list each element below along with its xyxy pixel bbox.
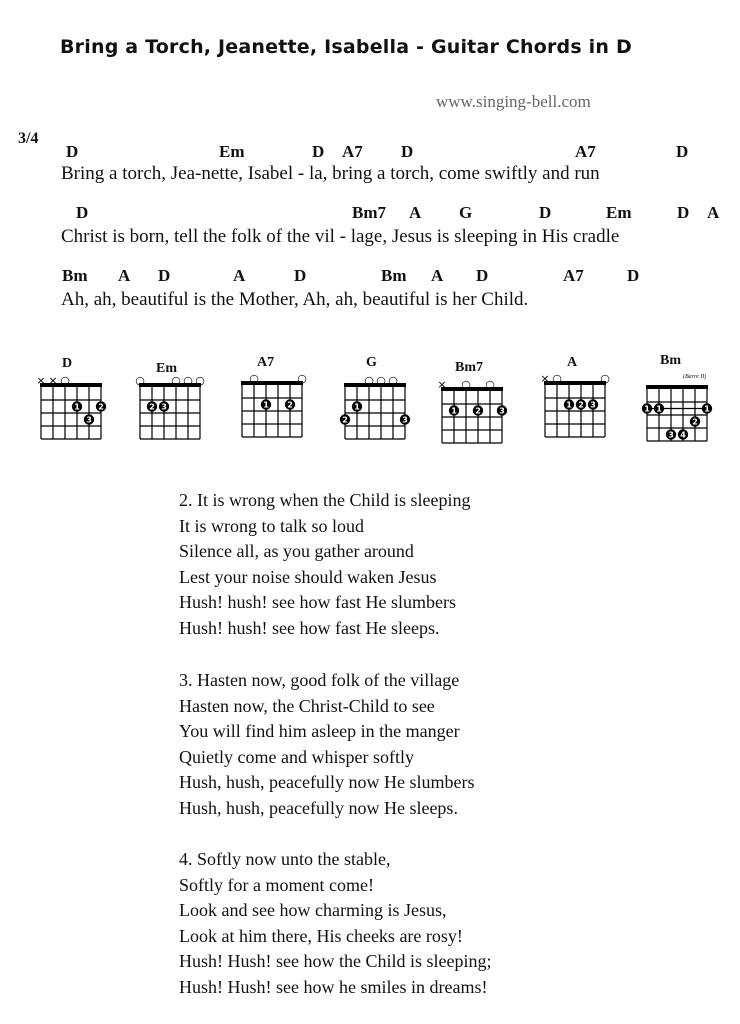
chord-diagram-d bbox=[35, 373, 105, 448]
verse-line: 3. Hasten now, good folk of the village bbox=[179, 670, 460, 690]
finger-dot bbox=[473, 405, 483, 415]
finger-dot bbox=[564, 399, 574, 409]
finger-number: 2 bbox=[578, 400, 584, 410]
verse-line: Lest your noise should waken Jesus bbox=[179, 566, 437, 587]
finger-dot bbox=[285, 399, 295, 409]
verse-3 bbox=[179, 668, 474, 821]
chord-diagram-a7 bbox=[236, 371, 306, 446]
fretboard-grid bbox=[40, 383, 102, 439]
chord-diagram-name: G bbox=[366, 355, 377, 370]
open-string-marker: ○ bbox=[249, 372, 259, 385]
open-string-marker: ○ bbox=[171, 374, 181, 387]
verse-2 bbox=[179, 488, 470, 641]
verse-line: You will find him asleep in the manger bbox=[179, 721, 460, 741]
verse-line: 2. It is wrong when the Child is sleeping bbox=[179, 490, 471, 510]
chord-label: Bm bbox=[62, 266, 88, 285]
chord-label: D bbox=[476, 266, 489, 285]
chord-label: D bbox=[401, 142, 414, 161]
open-string-marker: ○ bbox=[183, 374, 193, 387]
finger-number: 3 bbox=[86, 415, 92, 425]
lyric-text: Ah, ah, beautiful is the Mother, Ah, ah, beautiful is her Child. bbox=[61, 289, 529, 310]
verse-line: Hush, hush, peacefully now He sleeps. bbox=[179, 797, 458, 818]
finger-number: 2 bbox=[692, 417, 698, 427]
finger-number: 2 bbox=[98, 402, 104, 412]
finger-dot bbox=[96, 401, 106, 411]
chord-diagram-name: D bbox=[62, 356, 73, 371]
fretboard-grid bbox=[544, 381, 606, 437]
muted-string-marker: × bbox=[540, 372, 550, 385]
lyric-text: Christ is born, tell the folk of the vil - lage, Jesus is sleeping in His cradle bbox=[61, 226, 620, 247]
finger-number: 2 bbox=[287, 400, 293, 410]
lyric-text: Bring a torch, Jea-nette, Isabel - la, bring a torch, come swiftly and run bbox=[61, 163, 600, 184]
fretboard-grid bbox=[241, 381, 303, 437]
verse-4 bbox=[179, 847, 491, 1000]
verse-line: 4. Softly now unto the stable, bbox=[179, 849, 391, 869]
finger-number: 1 bbox=[74, 402, 80, 412]
chord-label: A bbox=[409, 203, 422, 222]
finger-number: 2 bbox=[149, 402, 155, 412]
chord-label: D bbox=[539, 203, 552, 222]
finger-dot bbox=[642, 403, 652, 413]
chord-diagram-name: A7 bbox=[257, 355, 275, 370]
verse-line: Quietly come and whisper softly bbox=[179, 746, 414, 767]
verse-line: Hush! hush! see how fast He slumbers bbox=[179, 592, 456, 612]
open-string-marker: ○ bbox=[364, 374, 374, 387]
verse-line: Hush! Hush! see how he smiles in dreams! bbox=[179, 976, 488, 997]
finger-dot bbox=[654, 403, 664, 413]
chord-label: Bm7 bbox=[352, 203, 386, 222]
open-string-marker: ○ bbox=[297, 372, 307, 385]
chord-diagram-name: Em bbox=[156, 361, 177, 376]
verse-line: It is wrong to talk so loud bbox=[179, 515, 364, 536]
finger-dot bbox=[678, 429, 688, 439]
time-signature: 3/4 bbox=[18, 130, 39, 147]
chord-label: D bbox=[294, 266, 307, 285]
chord-label: A bbox=[431, 266, 444, 285]
open-string-marker: ○ bbox=[485, 378, 495, 391]
finger-dot bbox=[702, 403, 712, 413]
open-string-marker: ○ bbox=[135, 374, 145, 387]
chord-label: Bm bbox=[381, 266, 407, 285]
chord-diagram-a bbox=[539, 371, 609, 446]
finger-number: 1 bbox=[263, 400, 269, 410]
chord-diagram-bm7 bbox=[436, 377, 506, 452]
chord-label: D bbox=[676, 142, 689, 161]
finger-number: 3 bbox=[161, 402, 167, 412]
finger-number: 1 bbox=[566, 400, 572, 410]
chord-diagram-g bbox=[339, 373, 409, 448]
open-string-marker: ○ bbox=[195, 374, 205, 387]
finger-dot bbox=[666, 429, 676, 439]
chord-label: D bbox=[627, 266, 640, 285]
finger-number: 1 bbox=[644, 404, 650, 414]
verse-line: Silence all, as you gather around bbox=[179, 541, 414, 561]
finger-number: 2 bbox=[342, 415, 348, 425]
finger-number: 2 bbox=[475, 406, 481, 416]
finger-dot bbox=[340, 414, 350, 424]
finger-dot bbox=[147, 401, 157, 411]
finger-dot bbox=[84, 414, 94, 424]
chord-label: D bbox=[76, 203, 89, 222]
muted-string-marker: × bbox=[48, 374, 58, 387]
verse-line: Look and see how charming is Jesus, bbox=[179, 900, 447, 920]
page-title: Bring a Torch, Jeanette, Isabella - Guitar Chords in D bbox=[60, 36, 632, 58]
finger-dot bbox=[588, 399, 598, 409]
finger-dot bbox=[159, 401, 169, 411]
chord-label: A7 bbox=[563, 266, 584, 285]
finger-number: 3 bbox=[499, 406, 505, 416]
finger-dot bbox=[576, 399, 586, 409]
finger-number: 1 bbox=[704, 404, 710, 414]
verse-line: Hush! Hush! see how the Child is sleeping; bbox=[179, 951, 492, 971]
verse-line: Hush, hush, peacefully now He slumbers bbox=[179, 772, 475, 792]
verse-line: Look at him there, His cheeks are rosy! bbox=[179, 925, 463, 946]
website-url: www.singing-bell.com bbox=[436, 92, 591, 111]
nut bbox=[646, 385, 708, 389]
open-string-marker: ○ bbox=[600, 372, 610, 385]
chord-diagram-em bbox=[134, 373, 204, 448]
finger-number: 3 bbox=[590, 400, 596, 410]
finger-dot bbox=[497, 405, 507, 415]
chord-label: G bbox=[459, 203, 473, 222]
finger-dot bbox=[690, 416, 700, 426]
chord-diagram-name: Bm7 bbox=[455, 360, 483, 375]
finger-dot bbox=[449, 405, 459, 415]
chord-label: A7 bbox=[342, 142, 363, 161]
verse-line: Hush! hush! see how fast He sleeps. bbox=[179, 617, 440, 638]
verse-line: Softly for a moment come! bbox=[179, 874, 374, 895]
chord-label: D bbox=[66, 142, 79, 161]
chord-label: A7 bbox=[575, 142, 596, 161]
muted-string-marker: × bbox=[36, 374, 46, 387]
chord-label: A bbox=[118, 266, 131, 285]
chord-label: D bbox=[677, 203, 690, 222]
finger-number: 1 bbox=[656, 404, 662, 414]
open-string-marker: ○ bbox=[461, 378, 471, 391]
chord-label: D bbox=[312, 142, 325, 161]
chord-label: A bbox=[707, 203, 720, 222]
finger-number: 1 bbox=[354, 402, 360, 412]
chord-label: Em bbox=[606, 203, 632, 222]
chord-diagram-bm bbox=[641, 375, 711, 450]
open-string-marker: ○ bbox=[60, 374, 70, 387]
open-string-marker: ○ bbox=[552, 372, 562, 385]
finger-number: 1 bbox=[451, 406, 457, 416]
chord-label: Em bbox=[219, 142, 245, 161]
finger-dot bbox=[400, 414, 410, 424]
finger-dot bbox=[261, 399, 271, 409]
muted-string-marker: × bbox=[437, 378, 447, 391]
open-string-marker: ○ bbox=[388, 374, 398, 387]
chord-diagram-name: A bbox=[567, 355, 578, 370]
open-string-marker: ○ bbox=[376, 374, 386, 387]
finger-dot bbox=[72, 401, 82, 411]
finger-number: 3 bbox=[402, 415, 408, 425]
chord-label: D bbox=[158, 266, 171, 285]
verse-line: Hasten now, the Christ-Child to see bbox=[179, 695, 435, 716]
finger-number: 3 bbox=[668, 430, 674, 440]
chord-diagram-name: Bm bbox=[660, 353, 681, 368]
barre-note: (Barre II) bbox=[683, 374, 707, 380]
chord-label: A bbox=[233, 266, 246, 285]
finger-number: 4 bbox=[680, 430, 686, 440]
finger-dot bbox=[352, 401, 362, 411]
